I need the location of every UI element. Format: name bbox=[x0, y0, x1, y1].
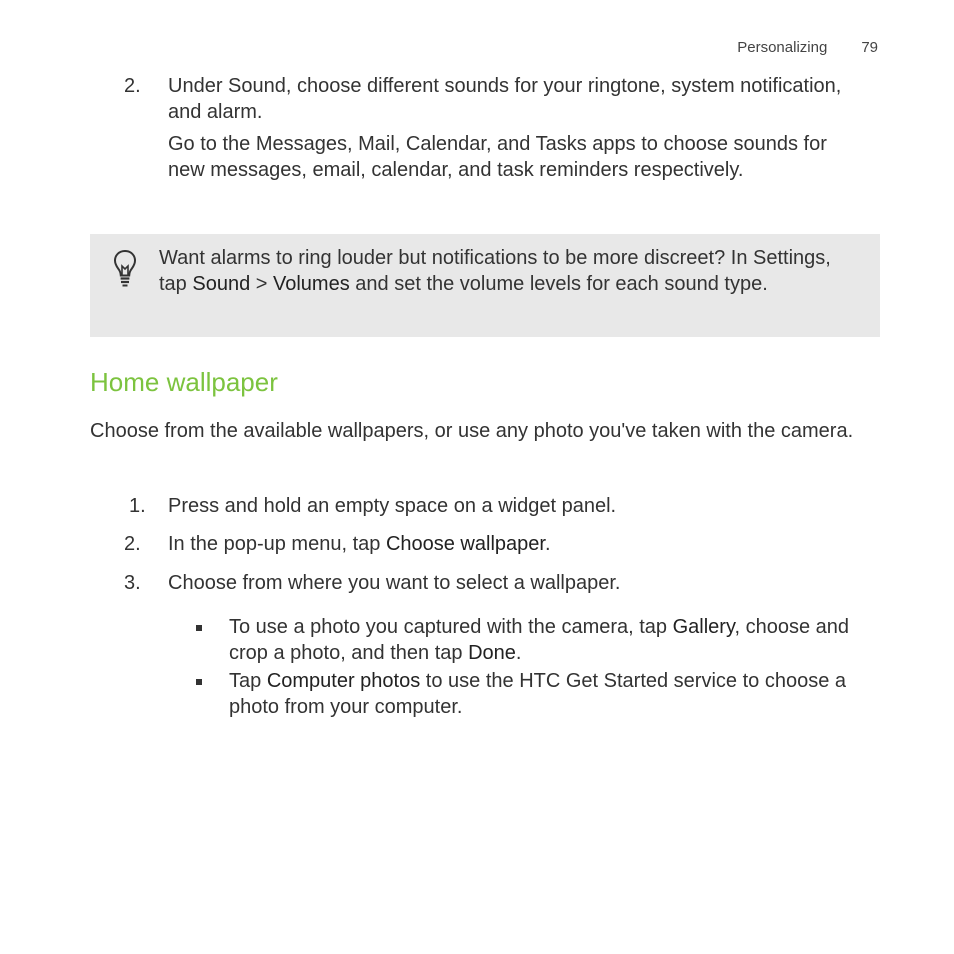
bullet-text-part: Tap bbox=[229, 670, 267, 692]
bullet-marker bbox=[196, 679, 202, 685]
step-number: 2. bbox=[124, 75, 141, 97]
step-text: Choose from where you want to select a wallpaper. bbox=[168, 572, 621, 594]
bullet-item bbox=[196, 669, 866, 720]
ui-label-volumes: Volumes bbox=[273, 272, 350, 295]
tip-separator: > bbox=[250, 272, 273, 295]
tip-text-part: and set the volume levels for each sound type. bbox=[349, 272, 768, 295]
ui-label-gallery: Gallery bbox=[672, 616, 735, 638]
bullet-text bbox=[229, 669, 866, 720]
bullet-marker bbox=[196, 625, 202, 631]
step-item bbox=[124, 74, 854, 125]
bullet-text-part: , choose and crop a photo, and then tap bbox=[229, 616, 850, 664]
ui-label-done: Done bbox=[468, 641, 516, 664]
step-text-part: In the pop-up menu, tap bbox=[168, 533, 386, 555]
step-number: 1. bbox=[129, 495, 146, 517]
tip-box bbox=[90, 234, 880, 337]
lightbulb-icon bbox=[112, 248, 138, 288]
tip-text-part: Want alarms to ring louder but notifications to be more discreet? In Settings, tap bbox=[159, 247, 831, 295]
step-text bbox=[168, 532, 854, 558]
header-section-name: Personalizing bbox=[737, 39, 828, 56]
bullet-item bbox=[196, 615, 866, 666]
bullet-text-part: . bbox=[515, 641, 522, 664]
bullet-text bbox=[229, 615, 866, 666]
step-item bbox=[124, 494, 854, 520]
step-number: 3. bbox=[124, 572, 141, 594]
step-text: Press and hold an empty space on a widget panel. bbox=[168, 495, 617, 517]
step-text: Under Sound, choose different sounds for your ringtone, system notification, and alarm. bbox=[168, 75, 842, 123]
page-number: 79 bbox=[861, 39, 878, 56]
ui-label-sound: Sound bbox=[192, 272, 251, 295]
step-note: Go to the Messages, Mail, Calendar, and Tasks apps to choose sounds for new messages, email, calendar, and task reminders respectively. bbox=[168, 133, 827, 181]
ui-label-computer-photos: Computer photos bbox=[266, 670, 421, 692]
bullet-text-part: to use the HTC Get Started service to choose a photo from your computer. bbox=[229, 670, 846, 718]
step-item bbox=[124, 571, 854, 597]
section-intro: Choose from the available wallpapers, or use any photo you've taken with the camera. bbox=[90, 420, 854, 442]
step-item bbox=[124, 532, 854, 558]
tip-text bbox=[159, 246, 859, 297]
step-number: 2. bbox=[124, 533, 141, 555]
step-text-part: . bbox=[544, 533, 551, 555]
ui-label-choose-wallpaper: Choose wallpaper bbox=[385, 533, 545, 555]
section-heading: Home wallpaper bbox=[90, 367, 278, 397]
bullet-text-part: To use a photo you captured with the camera, tap bbox=[229, 616, 673, 638]
running-header bbox=[737, 38, 878, 58]
